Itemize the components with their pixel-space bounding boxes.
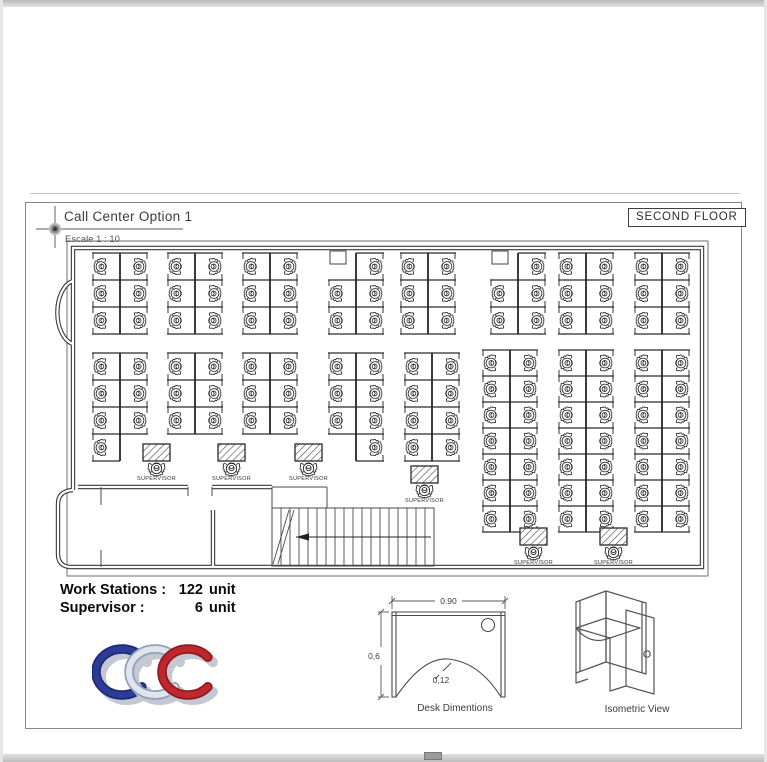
chair-icon [244,258,256,274]
chair-icon [284,285,296,301]
drawing-scale: Escale 1 : 10 [65,234,120,245]
chair-icon [600,355,612,371]
legend-stats [60,581,236,617]
chair-icon [370,358,382,374]
chair-icon [524,407,536,423]
chair-icon [676,511,688,527]
chair-icon [600,258,612,274]
chair-icon [406,439,418,455]
supervisor-unit: unit [209,600,236,616]
supervisor-station [594,528,633,566]
chair-icon [402,312,414,328]
chair-icon [284,412,296,428]
supervisor-station-label: SUPERVISOR [594,560,633,566]
workstation-cluster [92,253,148,334]
chair-icon [446,439,458,455]
chair-icon [600,459,612,475]
chair-icon [370,258,382,274]
chair-icon [209,312,221,328]
chair-icon [484,459,496,475]
chair-icon [636,312,648,328]
chair-icon [560,433,572,449]
chair-icon [134,258,146,274]
stairs [272,508,434,566]
chair-icon [406,358,418,374]
chair-icon [600,285,612,301]
wall-notch [330,251,346,264]
chair-icon [524,433,536,449]
workstation-cluster [558,350,614,532]
chair-icon [676,381,688,397]
chair-icon [330,285,342,301]
chair-icon [370,312,382,328]
chair-icon [636,407,648,423]
supervisor-value: 6 [194,600,203,616]
supervisor-count-row [60,599,236,617]
chair-icon [484,381,496,397]
chair-icon [636,433,648,449]
chair-icon [209,358,221,374]
chair-icon [169,312,181,328]
chair-icon [636,285,648,301]
chair-icon [532,258,544,274]
chair-icon [442,312,454,328]
chair-icon [406,412,418,428]
supervisor-station-label: SUPERVISOR [289,476,328,482]
stairs-direction-arrow [296,533,309,540]
chair-icon [169,285,181,301]
desk-dimensions-diagram [365,585,535,717]
supervisor-station [212,444,251,482]
chair-icon [560,258,572,274]
isometric-view-diagram [570,588,705,716]
chair-icon [244,385,256,401]
supervisor-station-label: SUPERVISOR [514,560,553,566]
chair-icon [134,412,146,428]
chair-icon [636,459,648,475]
wall-notch [492,251,508,264]
supervisor-station-label: SUPERVISOR [137,476,176,482]
chair-icon [169,258,181,274]
chair-icon [94,439,106,455]
chair-icon [244,358,256,374]
supervisor-station-label: SUPERVISOR [212,476,251,482]
chair-icon [560,381,572,397]
chair-icon [134,285,146,301]
chair-icon [560,407,572,423]
chair-icon [94,258,106,274]
workstation-cluster [92,353,148,461]
page-bottom-mark [424,752,442,760]
chair-icon [442,258,454,274]
floor-label: SECOND FLOOR [628,208,746,227]
chair-icon [492,312,504,328]
chair-icon [300,463,317,476]
chair-icon [484,485,496,501]
desk-diagram-caption: Desk Dimentions [417,703,493,714]
desk-depth-dim: 0,12 [432,675,450,685]
chair-icon [524,511,536,527]
chair-icon [446,412,458,428]
chair-icon [134,358,146,374]
chair-icon [524,381,536,397]
chair-icon [446,358,458,374]
chair-icon [676,485,688,501]
chair-icon [532,285,544,301]
workstation-cluster [328,353,384,461]
chair-icon [370,412,382,428]
chair-icon [560,285,572,301]
chair-icon [284,312,296,328]
workstation-cluster [634,350,690,532]
isometric-caption: Isometric View [604,704,670,715]
chair-icon [244,285,256,301]
chair-icon [524,355,536,371]
chair-icon [94,312,106,328]
chair-icon [94,385,106,401]
chair-icon [636,258,648,274]
chair-icon [525,547,542,560]
chair-icon [605,547,622,560]
chair-icon [524,485,536,501]
desk-width-dim: 0.90 [440,596,457,606]
chair-icon [209,285,221,301]
chair-icon [600,511,612,527]
chair-icon [134,312,146,328]
chair-icon [492,285,504,301]
workstation-cluster [242,253,298,334]
chair-icon [223,463,240,476]
chair-icon [676,258,688,274]
chair-icon [442,285,454,301]
chair-icon [370,385,382,401]
supervisor-label: Supervisor : [60,600,145,616]
chair-icon [636,381,648,397]
chair-icon [676,407,688,423]
chair-icon [330,385,342,401]
chair-icon [330,358,342,374]
chair-icon [370,285,382,301]
workstations-count-row [60,581,236,599]
chair-icon [600,407,612,423]
chair-icon [402,258,414,274]
chair-icon [244,412,256,428]
chair-icon [169,412,181,428]
chair-icon [636,511,648,527]
workstations-unit: unit [209,582,236,598]
desk-height-dim: 0,6 [368,651,380,661]
chair-icon [284,258,296,274]
chair-icon [244,312,256,328]
workstation-cluster [558,253,614,334]
chair-icon [600,381,612,397]
supervisor-station [405,466,444,504]
chair-icon [284,385,296,401]
workstation-cluster [490,251,546,334]
supervisor-station-label: SUPERVISOR [405,498,444,504]
chair-icon [560,355,572,371]
workstation-cluster [328,251,384,334]
chair-icon [416,485,433,498]
chair-icon [284,358,296,374]
chair-icon [169,385,181,401]
chair-icon [600,433,612,449]
chair-icon [676,459,688,475]
chair-icon [560,459,572,475]
workstations-label: Work Stations : [60,582,167,598]
chair-icon [209,258,221,274]
supervisor-station [514,528,553,566]
chair-icon [676,285,688,301]
chair-icon [370,439,382,455]
chair-icon [94,358,106,374]
supervisor-station [137,444,176,482]
workstations-value: 122 [178,582,203,598]
workstation-cluster [634,253,690,334]
chair-icon [676,355,688,371]
workstation-cluster [400,253,456,334]
chair-icon [330,312,342,328]
chair-icon [676,433,688,449]
chair-icon [560,312,572,328]
drawing-title: Call Center Option 1 [64,209,193,224]
chair-icon [330,412,342,428]
chair-icon [402,285,414,301]
workstation-cluster [482,350,538,532]
chair-icon [209,385,221,401]
chair-icon [484,511,496,527]
chair-icon [636,485,648,501]
workstation-cluster [167,353,223,434]
workstation-cluster [404,353,460,461]
chair-icon [600,312,612,328]
chair-icon [134,385,146,401]
chair-icon [560,511,572,527]
chair-icon [484,355,496,371]
chair-icon [484,433,496,449]
chair-icon [560,485,572,501]
chair-icon [148,463,165,476]
chair-icon [524,459,536,475]
chair-icon [94,285,106,301]
chair-icon [209,412,221,428]
chair-icon [169,358,181,374]
chair-icon [636,355,648,371]
workstation-cluster [167,253,223,334]
chair-icon [446,385,458,401]
chair-icon [484,407,496,423]
chair-icon [94,412,106,428]
cdc-logo [92,641,222,705]
supervisor-station [289,444,328,482]
chair-icon [532,312,544,328]
chair-icon [676,312,688,328]
workstation-cluster [242,353,298,434]
chair-icon [406,385,418,401]
chair-icon [600,485,612,501]
